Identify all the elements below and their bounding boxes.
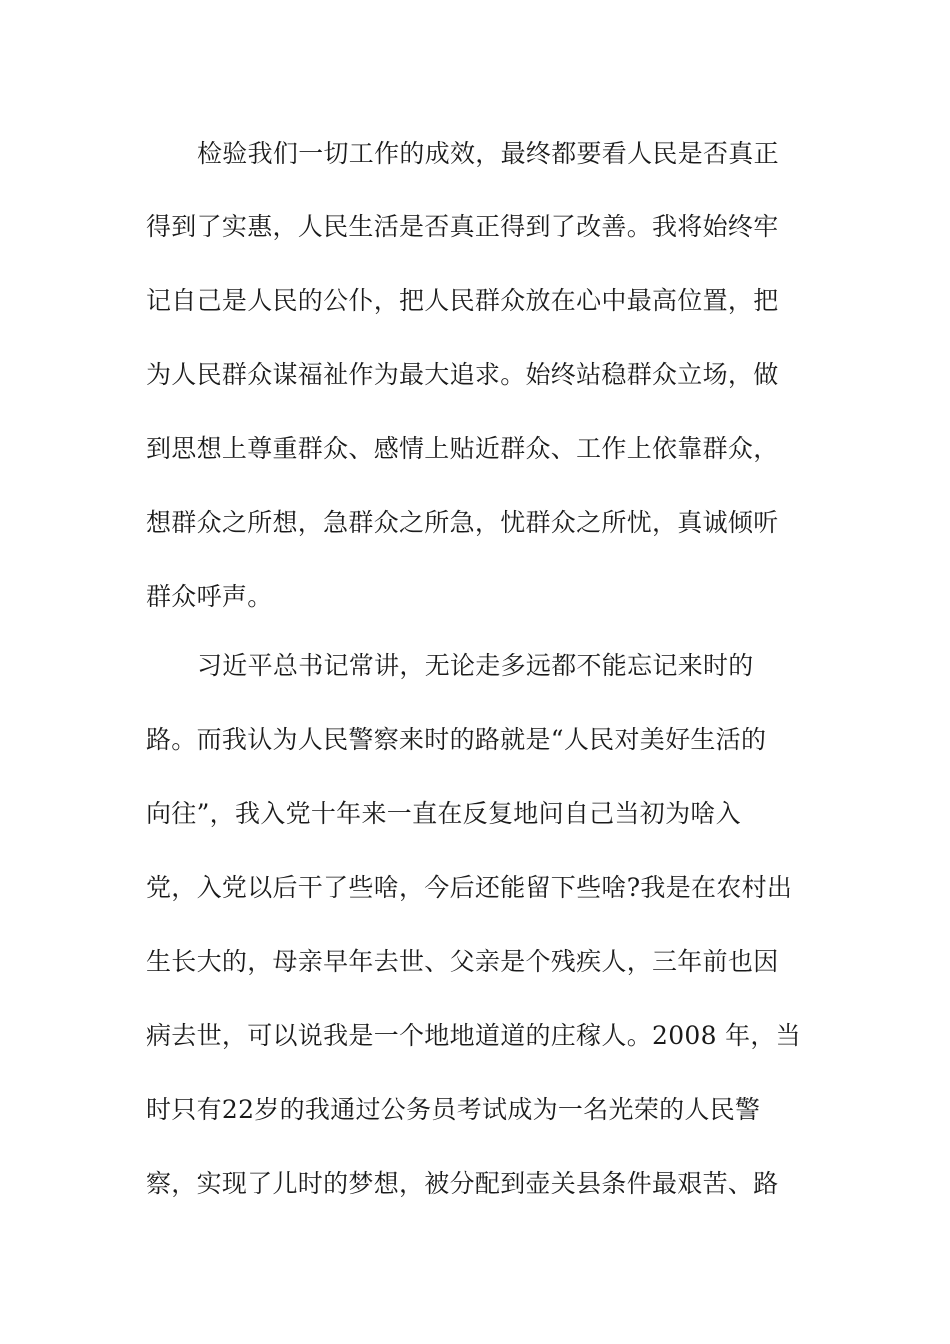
paragraph-2-line-5: 生长大的，母亲早年去世、父亲是个残疾人，三年前也因 xyxy=(146,947,779,976)
paragraph-2-line-6: 病去世，可以说我是一个地地道道的庄稼人。2008 年，当 xyxy=(146,1021,801,1050)
paragraph-1-line-7: 群众呼声。 xyxy=(146,582,273,611)
paragraph-2-line-7: 时只有22岁的我通过公务员考试成为一名光荣的人民警 xyxy=(146,1095,761,1124)
paragraph-1-line-5: 到思想上尊重群众、感情上贴近群众、工作上依靠群众， xyxy=(146,434,779,463)
paragraph-1-line-4: 为人民群众谋福祉作为最大追求。始终站稳群众立场，做 xyxy=(146,360,779,389)
paragraph-2-line-3: 向往”，我入党十年来一直在反复地问自己当初为啥入 xyxy=(146,799,741,828)
paragraph-1-line-1: 检验我们一切工作的成效，最终都要看人民是否真正 xyxy=(197,139,779,168)
paragraph-1-line-3: 记自己是人民的公仆，把人民群众放在心中最高位置，把 xyxy=(146,286,779,315)
paragraph-2-line-1: 习近平总书记常讲，无论走多远都不能忘记来时的 xyxy=(197,651,754,680)
paragraph-2-line-8: 察，实现了儿时的梦想，被分配到壶关县条件最艰苦、路 xyxy=(146,1169,779,1198)
paragraph-2-line-2: 路。而我认为人民警察来时的路就是“人民对美好生活的 xyxy=(146,725,767,754)
paragraph-1-line-2: 得到了实惠，人民生活是否真正得到了改善。我将始终牢 xyxy=(146,212,779,241)
paragraph-1-line-6: 想群众之所想，急群众之所急，忧群众之所忧，真诚倾听 xyxy=(146,508,779,537)
paragraph-2-line-4: 党，入党以后干了些啥，今后还能留下些啥?我是在农村出 xyxy=(146,873,793,902)
